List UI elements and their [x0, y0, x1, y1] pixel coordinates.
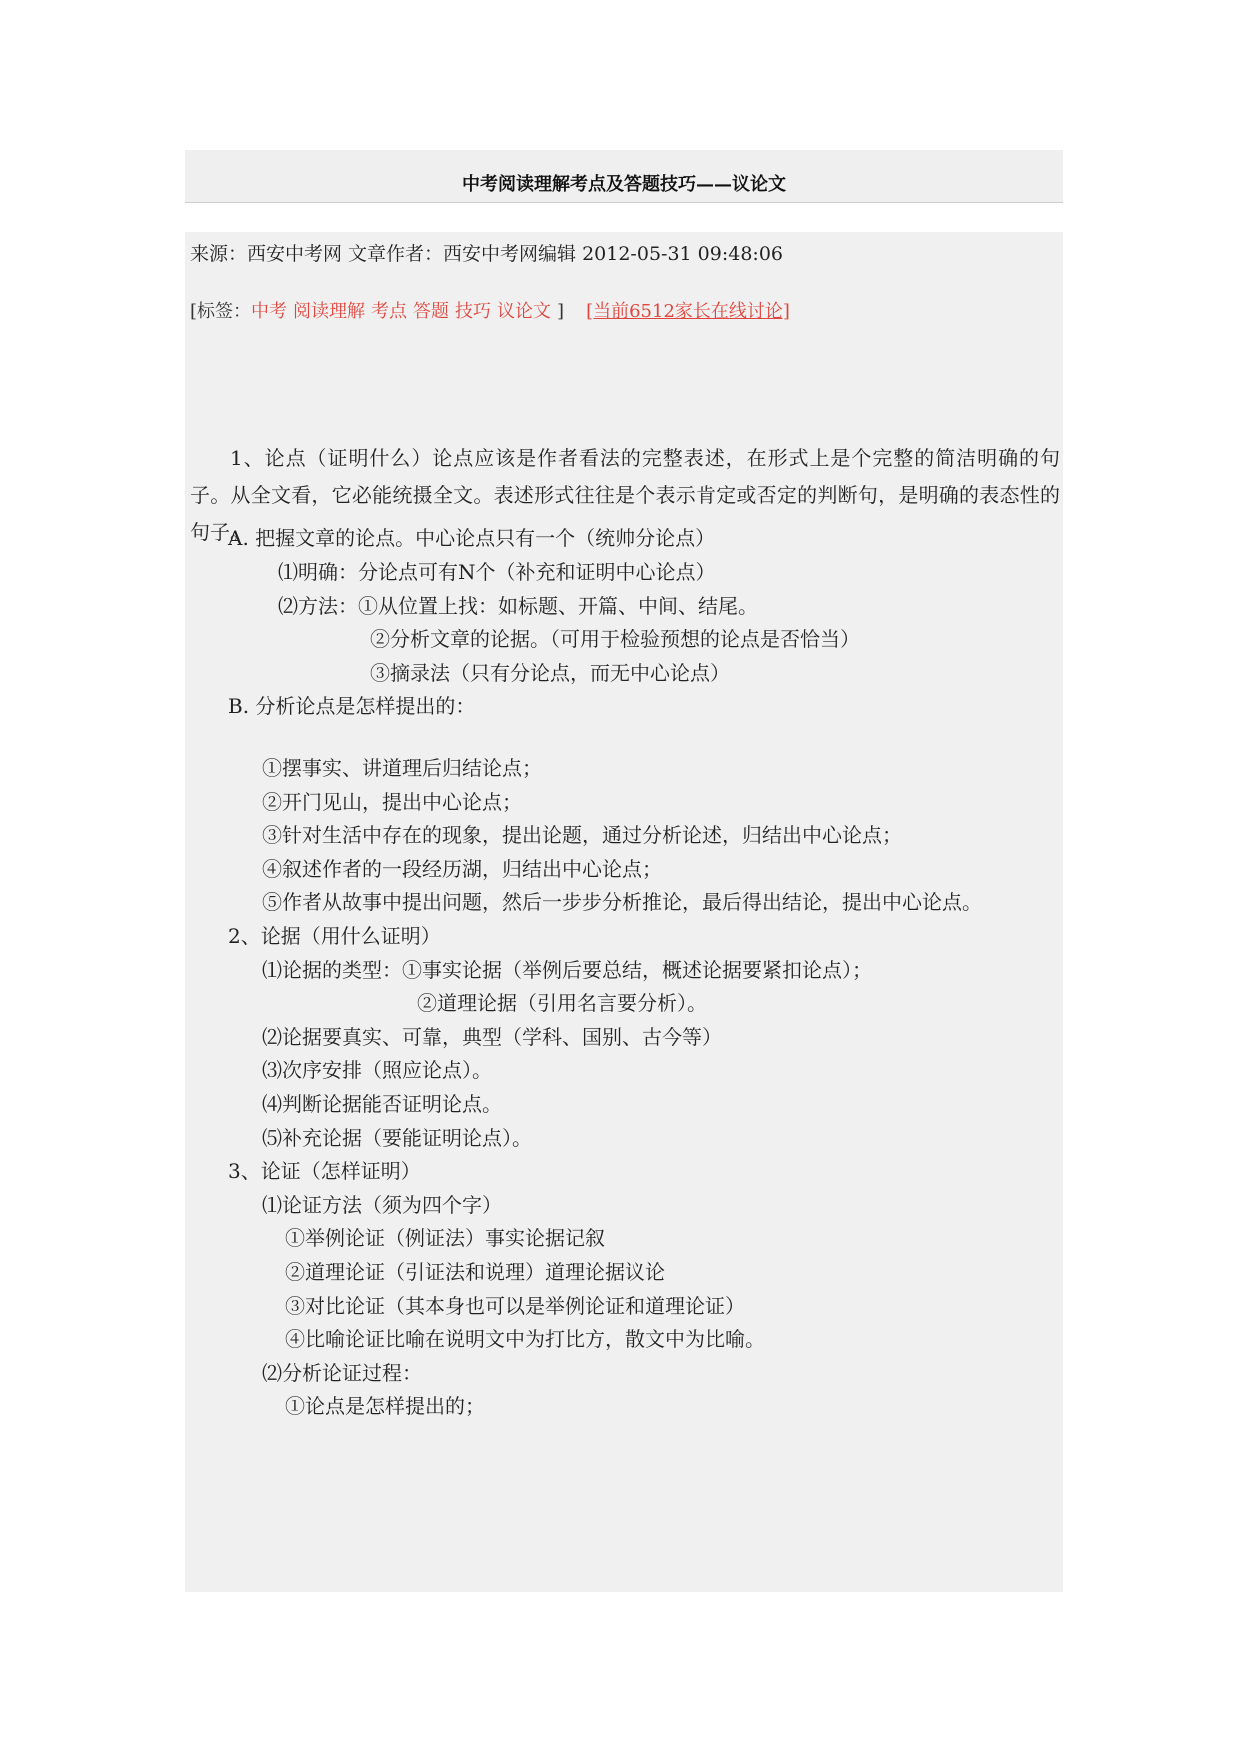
tag-link[interactable]: 阅读理解 — [293, 301, 366, 322]
tag-link[interactable]: 答题 — [413, 301, 450, 322]
body-line: ⑸补充论据（要能证明论点）。 — [262, 1126, 532, 1150]
body-line: ②道理论据（引用名言要分析）。 — [417, 991, 707, 1015]
body-line: ③对比论证（其本身也可以是举例论证和道理论证） — [285, 1294, 745, 1318]
body-line: ⑵论据要真实、可靠，典型（学科、国别、古今等） — [262, 1025, 722, 1049]
body-line: ⑵分析论证过程： — [262, 1361, 422, 1385]
body-line: ⑷判断论据能否证明论点。 — [262, 1092, 502, 1116]
body-line: B. 分析论点是怎样提出的： — [228, 694, 476, 718]
article-meta: 来源：西安中考网 文章作者：西安中考网编辑 2012-05-31 09:48:06 — [190, 243, 783, 265]
body-line: ④叙述作者的一段经历湖，归结出中心论点； — [262, 857, 662, 881]
tag-line — [190, 300, 790, 324]
discussion-link[interactable]: [当前6512家长在线讨论] — [586, 301, 790, 322]
body-line: ③针对生活中存在的现象，提出论题，通过分析论述，归结出中心论点； — [262, 823, 902, 847]
tag-link[interactable]: 技巧 — [455, 301, 492, 322]
body-line: 3、论证（怎样证明） — [228, 1159, 421, 1183]
body-line: ⑴明确：分论点可有N个（补充和证明中心论点） — [278, 560, 716, 584]
body-line: ③摘录法（只有分论点，而无中心论点） — [370, 661, 730, 685]
body-line: ①摆事实、讲道理后归结论点； — [262, 756, 542, 780]
body-line: ⑴论据的类型：①事实论据（举例后要总结，概述论据要紧扣论点）； — [262, 958, 872, 982]
body-line: ⑴论证方法（须为四个字） — [262, 1193, 502, 1217]
body-line: ②开门见山，提出中心论点； — [262, 790, 522, 814]
body-line: ④比喻论证比喻在说明文中为打比方，散文中为比喻。 — [285, 1327, 765, 1351]
body-line: ①举例论证（例证法）事实论据记叙 — [285, 1226, 605, 1250]
body-line: ②道理论证（引证法和说理）道理论据议论 — [285, 1260, 665, 1284]
tags-prefix: [标签： — [190, 301, 252, 322]
body-line: ⑶次序安排（照应论点）。 — [262, 1058, 492, 1082]
body-line: 2、论据（用什么证明） — [228, 924, 441, 948]
tags-suffix: ] — [557, 301, 565, 322]
tag-link[interactable]: 议论文 — [497, 301, 552, 322]
body-line: ⑤作者从故事中提出问题，然后一步步分析推论，最后得出结论，提出中心论点。 — [262, 890, 982, 914]
intro-paragraph: 1、论点（证明什么）论点应该是作者看法的完整表述，在形式上是个完整的简洁明确的句子。从全文看，它必能统摄全文。表述形式往往是个表示肯定或否定的判断句，是明确的表态性的句子。 — [190, 446, 1060, 544]
body-line: ②分析文章的论据。（可用于检验预想的论点是否恰当） — [370, 627, 860, 651]
tag-link[interactable]: 中考 — [251, 301, 288, 322]
article-content — [185, 232, 1063, 1592]
body-line: A. 把握文章的论点。中心论点只有一个（统帅分论点） — [228, 526, 716, 550]
body-line: ⑵方法：①从位置上找：如标题、开篇、中间、结尾。 — [278, 594, 758, 618]
article-title-bar — [185, 150, 1063, 203]
article-title: 中考阅读理解考点及答题技巧——议论文 — [462, 174, 786, 195]
body-line: ①论点是怎样提出的； — [285, 1394, 485, 1418]
tag-link[interactable]: 考点 — [371, 301, 408, 322]
